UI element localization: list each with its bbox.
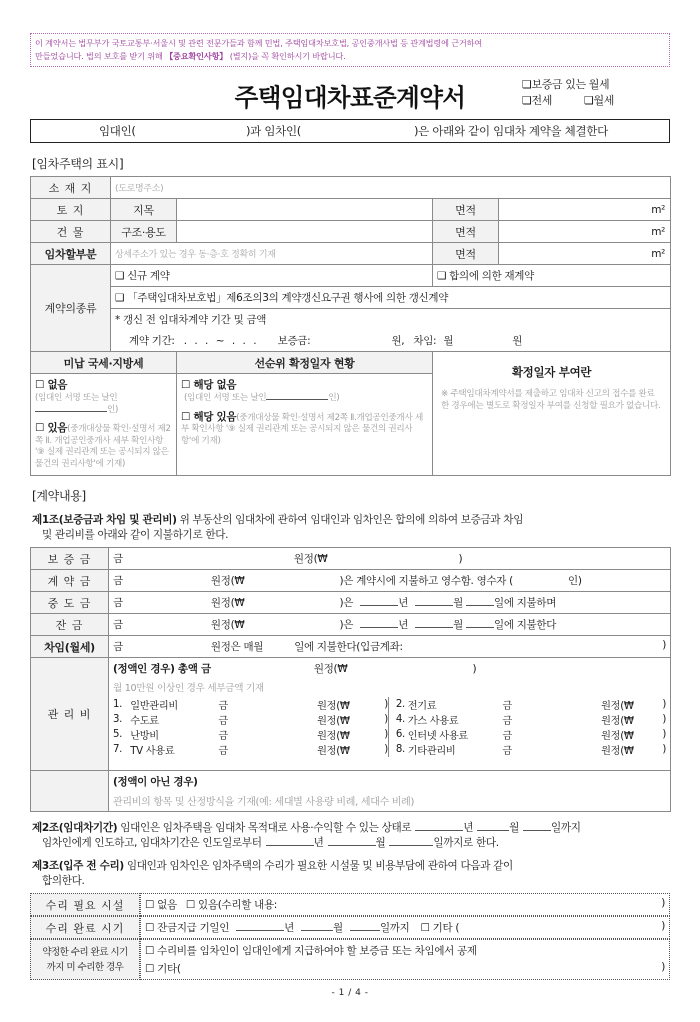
- down-payment-won: 원정(₩: [210, 575, 245, 587]
- article-1-title: 제1조(보증금과 차임 및 관리비): [32, 514, 177, 526]
- article-2-body-b: 임차인에게 인도하고, 임대차기간은 인도일로부터: [42, 836, 262, 849]
- land-area-label: 면적: [433, 199, 499, 221]
- mgmt-item-2-won: 원정(₩: [317, 716, 350, 727]
- list-item[interactable]: [113, 712, 666, 727]
- repair-late-label: [30, 939, 140, 980]
- table-row-repair-needed: [30, 893, 670, 916]
- parties-tail-text: )은 아래와 같이 임대차 계약을 체결한다: [414, 124, 608, 138]
- article-2-month-blank[interactable]: [477, 830, 509, 831]
- mgmt-item-3-close: ): [662, 714, 666, 725]
- unpaid-tax-yes[interactable]: ☐ 있음(중개대상물 확인·설명서 제2쪽 Ⅱ. 개업공인중개사 세부 확인사항 '⑨ 실제 권리관계 또는 공시되지 않은 물건의 권리사항'에 기재): [35, 422, 171, 469]
- priority-yes[interactable]: ☐ 해당 있음(중개대상물 확인·설명서 제2쪽 Ⅱ.개업공인중개사 세부 확인사항 '⑨ 실제 권리관계 또는 공시되지 않은 물건의 권리사항'에 기재): [181, 410, 423, 446]
- article-2-body-b-wrap: [32, 836, 670, 851]
- balance-day: 일에 지불한다: [493, 619, 557, 631]
- repair-done-close: ): [661, 920, 665, 932]
- down-payment-extra: 인): [568, 575, 582, 587]
- repair-need-cell[interactable]: [140, 893, 670, 916]
- balance-label: 잔 금: [31, 614, 109, 636]
- repair-done-opt1[interactable]: ☐ 잔금지급 기일인: [145, 922, 230, 934]
- mgmt-item-2-no: 3.: [113, 714, 123, 725]
- prior-period-label: 계약 기간:: [129, 335, 175, 347]
- table-row-contract-type-1: [31, 265, 671, 287]
- mgmt-item-6-close: ): [384, 744, 388, 755]
- article-2-body-a: 임대인은 임차주택을 임대차 목적대로 사용·수익할 수 있는 상태로: [117, 822, 412, 834]
- repair-late-opt2[interactable]: ☐ 기타( ): [145, 961, 665, 975]
- repair-done-month-blank[interactable]: [301, 930, 333, 931]
- article-2-text: [32, 821, 670, 850]
- article-2-month: 월: [509, 822, 519, 834]
- leased-part-placeholder: 상세주소가 있는 경우 동·층·호 정확히 기재: [115, 250, 276, 260]
- priority-none[interactable]: ☐ 해당 없음: [181, 379, 237, 391]
- mgmt-item-6-won: 원정(₩: [317, 746, 350, 757]
- leased-part-field[interactable]: [111, 243, 433, 265]
- repair-done-day: 일까지: [379, 922, 410, 934]
- interim-year-blank[interactable]: [360, 605, 398, 606]
- property-table: [30, 176, 671, 476]
- unpaid-tax-none-sub-tail: 인): [107, 404, 119, 415]
- mgmt-item-1-won: 원정(₩: [601, 701, 634, 712]
- table-row-status-headers: [31, 352, 671, 374]
- leased-area-field[interactable]: [499, 243, 671, 265]
- unpaid-tax-header: 미납 국세·지방세: [31, 352, 177, 374]
- address-label: 소 재 지: [31, 177, 111, 199]
- interim-payment-close: )은: [339, 597, 354, 609]
- building-structure-field[interactable]: [177, 221, 433, 243]
- mgmt-item-5-name: 인터넷 사용료: [407, 731, 468, 742]
- building-area-unit: m²: [651, 225, 666, 238]
- mgmt-fixed-close: ): [472, 663, 477, 675]
- repair-done-cell[interactable]: [140, 916, 670, 939]
- mgmt-item-4-won: 원정(₩: [317, 731, 350, 742]
- priority-none-blank[interactable]: [266, 399, 328, 400]
- table-row-interim-payment: [31, 592, 671, 614]
- balance-close: )은: [339, 619, 354, 631]
- table-row-repair-done: [30, 916, 670, 939]
- article-2-year2-blank[interactable]: [266, 845, 314, 846]
- repair-done-opt2[interactable]: ☐ 기타 (: [420, 922, 460, 934]
- article-1-body-2: 및 관리비를 아래와 같이 지불하기로 한다.: [42, 528, 229, 541]
- lessee-label: )과 임차인(: [246, 124, 301, 138]
- table-row-down-payment: [31, 570, 671, 592]
- mgmt-item-3-geum: 금: [502, 716, 512, 727]
- balance-field[interactable]: [109, 614, 671, 636]
- land-area-field[interactable]: [499, 199, 671, 221]
- building-label: 건 물: [31, 221, 111, 243]
- lease-type-label-2: 월세: [593, 93, 614, 107]
- mgmt-item-0-name: 일반관리비: [130, 701, 178, 712]
- table-row-building: [31, 221, 671, 243]
- unpaid-tax-none[interactable]: ☐ 없음: [35, 379, 68, 391]
- lease-type-checkbox-group: [522, 77, 670, 108]
- monthly-rent-extra: ): [662, 639, 666, 651]
- lease-type-label-0: 보증금 있는 월세: [531, 78, 610, 91]
- interim-payment-label: 중 도 금: [31, 592, 109, 614]
- lease-type-option-0[interactable]: ❏보증금 있는 월세: [522, 78, 610, 91]
- leased-area-unit: m²: [651, 247, 666, 260]
- contract-section-heading: [계약내용]: [32, 489, 86, 503]
- article-2-day-2: 일까지로 한다.: [433, 836, 499, 849]
- article-2-year-2: 년: [313, 836, 324, 849]
- balance-month: 월: [453, 619, 463, 631]
- lease-type-option-1[interactable]: ❏전세: [522, 93, 552, 107]
- priority-none-label: 해당 없음: [193, 379, 237, 391]
- table-row-prior-values: [31, 330, 671, 352]
- priority-none-sub-text: (임대인 서명 또는 날인: [184, 393, 267, 403]
- priority-none-sub: [184, 393, 428, 405]
- mgmt-item-6-name: TV 사용료: [130, 746, 175, 757]
- unpaid-tax-cell: [31, 374, 177, 476]
- repair-late-cell[interactable]: [140, 939, 670, 980]
- repair-done-month: 월: [333, 922, 343, 934]
- down-payment-label: 계 약 금: [31, 570, 109, 592]
- article-2-day-blank[interactable]: [523, 830, 551, 831]
- interim-year: 년: [398, 597, 409, 609]
- deposit-geum: 금: [113, 553, 123, 565]
- unpaid-tax-none-blank[interactable]: [35, 411, 107, 412]
- contract-type-new[interactable]: ❑ 신규 계약: [111, 265, 433, 287]
- article-3-title: 제3조(입주 전 수리): [32, 860, 124, 872]
- fixed-date-title: 확정일자 부여란: [511, 365, 592, 379]
- mgmt-fixed-won: 원정(₩: [313, 663, 348, 675]
- table-row-repair-late: [30, 939, 670, 980]
- property-section-heading: [임차주택의 표시]: [32, 157, 124, 171]
- repair-late-label-line2: 까지 미 수리한 경우: [46, 961, 124, 973]
- repair-late-label-line1: 약정한 수리 완료 시기: [42, 946, 128, 958]
- monthly-rent-won: 원정은 매월: [210, 641, 264, 653]
- mgmt-item-6-no: 7.: [113, 744, 123, 755]
- mgmt-item-4-close: ): [384, 729, 388, 740]
- prior-deposit-label: 보증금:: [277, 335, 311, 347]
- building-area-field[interactable]: [499, 221, 671, 243]
- table-row-contract-type-2: [31, 287, 671, 309]
- balance-month-blank[interactable]: [415, 627, 453, 628]
- article-2-month2-blank[interactable]: [328, 845, 376, 846]
- title-row: [30, 73, 670, 117]
- mgmt-item-7-name: 기타관리비: [407, 746, 456, 757]
- mgmt-item-3-name: 가스 사용료: [407, 716, 459, 727]
- repair-need-close: ): [661, 897, 665, 909]
- leased-area-label: 면적: [433, 243, 499, 265]
- priority-yes-sub: (중개대상물 확인·설명서 제2쪽 Ⅱ.개업공인중개사 세부 확인사항 '⑨ 실제 권리관계 또는 공시되지 않은 물건의 권리사항'에 기재): [181, 412, 423, 446]
- prior-rent-unit-won: 원: [512, 335, 523, 347]
- mgmt-item-3-won: 원정(₩: [601, 716, 634, 727]
- mgmt-item-1-name: 전기료: [407, 701, 437, 712]
- mgmt-nonfixed-hint: 관리비의 항목 및 산정방식을 기재(예: 세대별 사용량 비례, 세대수 비례): [113, 797, 415, 808]
- balance-year-blank[interactable]: [360, 627, 398, 628]
- interim-month: 월: [453, 597, 463, 609]
- repair-done-opt1-label: 잔금지급 기일인: [157, 922, 230, 934]
- mgmt-nonfixed-cell[interactable]: [109, 771, 671, 812]
- mgmt-item-7-close: ): [662, 744, 666, 755]
- repair-need-none-label: 없음: [157, 899, 177, 911]
- list-item[interactable]: [113, 727, 666, 742]
- address-placeholder: (도로명주소): [115, 184, 164, 194]
- repair-late-opt2-label: 기타(: [157, 963, 181, 975]
- mgmt-item-7-no: 8.: [388, 742, 407, 757]
- article-2-month-2: 월: [375, 836, 386, 849]
- mgmt-item-2-name: 수도료: [130, 716, 159, 727]
- payment-table: [30, 547, 671, 812]
- repair-need-yes-label: 있음(수리할 내용:: [198, 899, 278, 911]
- management-fee-label: 관 리 비: [31, 658, 109, 771]
- article-2-day: 일까지: [551, 822, 581, 834]
- balance-year: 년: [398, 619, 409, 631]
- table-row-monthly-rent: [31, 636, 671, 658]
- address-field[interactable]: [111, 177, 671, 199]
- repair-table: [30, 893, 670, 980]
- repair-done-label: 수리 완료 시기: [30, 916, 140, 939]
- mgmt-item-1-no: 2.: [388, 697, 407, 712]
- mgmt-item-5-no: 6.: [388, 727, 407, 742]
- land-area-unit: m²: [651, 203, 666, 216]
- building-structure-label: 구조·용도: [111, 221, 177, 243]
- contract-type-renewal-right-label: 「주택임대차보호법」제6조의3의 계약갱신요구권 행사에 의한 갱신계약: [127, 292, 449, 304]
- article-3-body-b: 합의한다.: [42, 874, 85, 887]
- page-footer: - 1 / 4 -: [331, 988, 369, 998]
- lease-type-label-1: 전세: [531, 93, 552, 107]
- notice-line-2: [35, 50, 665, 63]
- interim-month-blank[interactable]: [415, 605, 453, 606]
- mgmt-item-5-won: 원정(₩: [601, 731, 634, 742]
- mgmt-nonfixed-title: (정액이 아닌 경우): [113, 776, 198, 788]
- table-row-address: [31, 177, 671, 199]
- prior-rent-unit-month: 월: [443, 335, 454, 347]
- monthly-rent-geum: 금: [113, 641, 123, 653]
- management-fee-cell: [109, 658, 671, 771]
- contract-type-renewal-right[interactable]: ❑ 「주택임대차보호법」제6조의3의 계약갱신요구권 행사에 의한 갱신계약: [111, 287, 671, 309]
- deposit-label: 보 증 금: [31, 548, 109, 570]
- repair-need-label: 수리 필요 시설: [30, 893, 140, 916]
- land-category-label: 지목: [111, 199, 177, 221]
- mgmt-item-1-geum: 금: [502, 701, 512, 712]
- mgmt-item-4-geum: 금: [218, 731, 228, 742]
- mgmt-item-5-close: ): [662, 729, 666, 740]
- priority-yes-label: 해당 있음: [193, 410, 237, 423]
- contract-type-reagreement-label: 합의에 의한 재계약: [449, 270, 534, 282]
- priority-fixed-date-header: 선순위 확정일자 현황: [177, 352, 433, 374]
- mgmt-item-2-geum: 금: [218, 716, 228, 727]
- mgmt-item-0-no: 1.: [113, 699, 123, 710]
- interim-payment-field[interactable]: [109, 592, 671, 614]
- priority-fixed-date-cell: [177, 374, 433, 476]
- unpaid-tax-none-sub: [35, 393, 172, 416]
- deposit-close: ): [458, 553, 463, 565]
- table-row-leased-part: [31, 243, 671, 265]
- table-row-deposit: [31, 548, 671, 570]
- interim-payment-won: 원정(₩: [210, 597, 245, 609]
- prior-period-dots: . . . ~ . . .: [183, 335, 259, 347]
- deposit-field[interactable]: [109, 548, 671, 570]
- unpaid-tax-yes-sub: (중개대상물 확인·설명서 제2쪽 Ⅱ. 개업공인중개사 세부 확인사항 '⑨ 실제 권리관계 또는 공시되지 않은 물건의 권리사항'에 기재): [35, 424, 171, 469]
- notice-line-2c: (별지)을 꼭 확인하시기 바랍니다.: [227, 50, 346, 61]
- priority-none-sub-tail: 인): [328, 393, 340, 403]
- fixed-date-note: ※ 주택임대차계약서를 제출하고 임대차 신고의 접수를 완료한 경우에는 별도로 확정일자 부여를 신청할 필요가 없습니다.: [441, 389, 661, 411]
- prior-contract-note: * 갱신 전 임대차계약 기간 및 금액: [111, 309, 671, 331]
- repair-done-year: 년: [284, 922, 294, 934]
- legal-notice: [30, 33, 670, 67]
- parties-bar: [30, 119, 670, 143]
- mgmt-fixed-row[interactable]: [113, 661, 666, 676]
- notice-line-2a: 만들었습니다. 법의 보호를 받기 위해: [35, 50, 166, 61]
- down-payment-field[interactable]: [109, 570, 671, 592]
- table-row-land: [31, 199, 671, 221]
- article-3-body-a: 임대인과 임차인은 임차주택의 수리가 필요한 시설물 및 비용부담에 관하여 다음과 같이: [123, 860, 513, 872]
- notice-line-1: 이 계약서는 법무부가 국토교통부·서울시 및 관련 전문가들과 함께 민법, 주택임대차보호법, 공인중개사법 등 관계법령에 근거하여: [35, 38, 483, 48]
- mgmt-item-3-no: 4.: [388, 712, 407, 727]
- repair-late-close: ): [661, 961, 665, 973]
- mgmt-item-6-geum: 금: [218, 746, 228, 757]
- unpaid-tax-yes-label: 있음: [47, 422, 68, 434]
- notice-important: 【중요확인사항】: [165, 50, 228, 61]
- contract-type-reagreement[interactable]: ❑ 합의에 의한 재계약: [433, 265, 671, 287]
- down-payment-close: )은 계약시에 지불하고 영수함. 영수자 (: [339, 575, 513, 587]
- mgmt-item-4-no: 5.: [113, 729, 123, 740]
- article-1-text: [32, 513, 670, 542]
- contract-type-label: 계약의종류: [31, 265, 111, 352]
- page-title: 주택임대차표준계약서: [234, 83, 466, 112]
- leased-part-label: 임차할부분: [31, 243, 111, 265]
- unpaid-tax-none-label: 없음: [47, 379, 68, 391]
- balance-won: 원정(₩: [210, 619, 245, 631]
- land-label: 토 지: [31, 199, 111, 221]
- mgmt-item-1-close: ): [662, 699, 666, 710]
- repair-need-none[interactable]: ☐ 없음: [145, 899, 177, 911]
- mgmt-item-0-close: ): [384, 699, 388, 710]
- balance-geum: 금: [113, 619, 123, 631]
- mgmt-item-4-name: 난방비: [130, 731, 159, 742]
- table-row-prior-note: [31, 309, 671, 331]
- repair-need-yes[interactable]: ☐ 있음(수리할 내용:: [185, 899, 278, 911]
- balance-day-blank[interactable]: [466, 627, 494, 628]
- land-category-field[interactable]: [177, 199, 433, 221]
- mgmt-item-0-won: 원정(₩: [317, 701, 350, 712]
- list-item[interactable]: [113, 697, 666, 712]
- building-area-label: 면적: [433, 221, 499, 243]
- unpaid-tax-none-sub-text: (임대인 서명 또는 날인: [35, 393, 118, 403]
- article-2-year: 년: [463, 822, 474, 834]
- mgmt-item-2-close: ): [384, 714, 388, 725]
- interim-payment-geum: 금: [113, 597, 123, 609]
- interim-day: 일에 지불하며: [493, 597, 557, 609]
- document-page: [0, 33, 700, 1022]
- monthly-rent-field[interactable]: [109, 636, 671, 658]
- repair-done-day-blank[interactable]: [350, 930, 380, 931]
- mgmt-fixed-title: (정액인 경우) 총액 금: [113, 663, 211, 675]
- article-1-body: 위 부동산의 임대차에 관하여 임대인과 임차인은 합의에 의하여 보증금과 차임: [176, 514, 524, 526]
- monthly-rent-close: 일에 지불한다(입금계좌:: [294, 641, 403, 653]
- repair-late-opt1-label: 수리비를 임차인이 임대인에게 지급하여야 할 보증금 또는 차임에서 공제: [157, 945, 477, 957]
- table-row-nonfixed-fee: [31, 771, 671, 812]
- article-2-day2-blank[interactable]: [389, 845, 433, 846]
- interim-day-blank[interactable]: [466, 605, 494, 606]
- mgmt-item-7-won: 원정(₩: [601, 746, 634, 757]
- lease-type-option-2[interactable]: ❏월세: [584, 93, 614, 107]
- deposit-won: 원정(₩: [293, 553, 328, 565]
- mgmt-fixed-hint: 월 10만원 이상인 경우 세부금액 기재: [113, 683, 264, 694]
- mgmt-item-0-geum: 금: [218, 701, 228, 712]
- prior-deposit-unit: 원,: [391, 335, 405, 347]
- mgmt-item-5-geum: 금: [502, 731, 512, 742]
- contract-type-new-label: 신규 계약: [127, 270, 170, 282]
- repair-done-year-blank[interactable]: [236, 930, 284, 931]
- list-item[interactable]: [113, 742, 666, 757]
- table-row-balance: [31, 614, 671, 636]
- repair-late-opt1[interactable]: ☐ 수리비를 임차인이 임대인에게 지급하여야 할 보증금 또는 차임에서 공제: [145, 945, 477, 957]
- article-2-title: 제2조(임대차기간): [32, 822, 118, 834]
- mgmt-item-7-geum: 금: [502, 746, 512, 757]
- monthly-rent-label: 차임(월세): [31, 636, 109, 658]
- mgmt-item-grid: [113, 697, 666, 757]
- lessor-label: 임대인(: [99, 124, 136, 138]
- table-row-management-fee: [31, 658, 671, 771]
- down-payment-geum: 금: [113, 575, 123, 587]
- repair-done-opt2-label: 기타 (: [432, 922, 460, 934]
- prior-contract-values[interactable]: [111, 330, 671, 352]
- fixed-date-cell: [433, 352, 671, 476]
- article-3-text: [32, 859, 670, 888]
- article-2-year-blank[interactable]: [415, 830, 463, 831]
- mgmt-nonfixed-spacer: [31, 771, 109, 812]
- prior-rent-label: 차임:: [413, 335, 437, 347]
